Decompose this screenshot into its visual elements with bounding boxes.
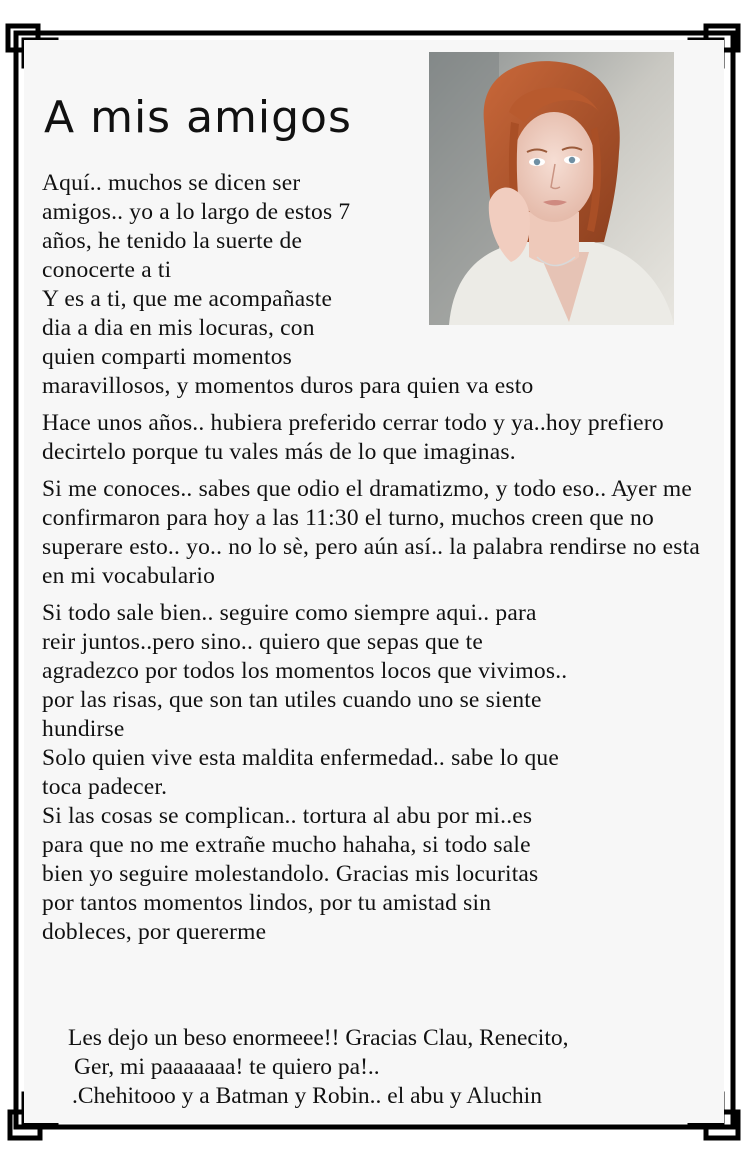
page-title: A mis amigos [44, 92, 352, 143]
text-line: conocerte a ti [42, 257, 172, 283]
text-line: Si todo sale bien.. seguire como siempre aqui.. para [42, 600, 537, 626]
text-line: maravillosos, y momentos duros para quien va esto [42, 373, 534, 399]
text-line: reir juntos..pero sino.. quiero que sepas que te [42, 629, 483, 655]
text-line: quien comparti momentos [42, 344, 292, 370]
paragraph-si-todo-sale-bien [42, 599, 707, 947]
text-line: amigos.. yo a lo largo de estos 7 [42, 199, 351, 225]
text-line: Solo quien vive esta maldita enfermedad.. sabe lo que [42, 745, 559, 771]
text-line: por tantos momentos lindos, por tu amistad sin [42, 890, 492, 916]
text-line: años, he tenido la suerte de [42, 228, 303, 254]
letter-body [42, 169, 707, 955]
closing-line: Les dejo un beso enormeee!! Gracias Clau, Renecito, [68, 1025, 569, 1051]
text-line: para que no me extrañe mucho hahaha, si todo sale [42, 832, 531, 858]
text-line: bien yo seguire molestandolo. Gracias mis locuritas [42, 861, 539, 887]
text-line: toca padecer. [42, 774, 168, 800]
closing-line: Ger, mi paaaaaaa! te quiero pa!.. [74, 1054, 380, 1080]
paragraph-text: Si me conoces.. sabes que odio el dramatizmo, y todo eso.. Ayer me confirmaron para hoy a las 11:30 el turno, muchos creen que no superare esto.. yo.. no lo sè, pero aún así.. la palabra rendirse no esta en mi vocabulario [42, 476, 701, 589]
text-line: dia a dia en mis locuras, con [42, 315, 315, 341]
text-line: agradezco por todos los momentos locos que vivimos.. [42, 658, 568, 684]
text-line: Si las cosas se complican.. tortura al abu por mi..es [42, 803, 533, 829]
paragraph-hace-unos-anos [42, 409, 707, 467]
text-line: Y es a ti, que me acompañaste [42, 286, 333, 312]
paragraph-si-me-conoces [42, 475, 707, 591]
text-line: hundirse [42, 716, 125, 742]
text-line: dobleces, por quererme [42, 919, 267, 945]
text-line: por las risas, que son tan utiles cuando uno se siente [42, 687, 542, 713]
closing-message [68, 1024, 728, 1111]
closing-line: .Chehitooo y a Batman y Robin.. el abu y Aluchin [72, 1083, 542, 1109]
intro-paragraph [42, 169, 707, 401]
paragraph-text: Hace unos años.. hubiera preferido cerrar todo y ya..hoy prefiero decirtelo porque tu vales más de lo que imaginas. [42, 410, 664, 465]
text-line: Aquí.. muchos se dicen ser [42, 170, 301, 196]
